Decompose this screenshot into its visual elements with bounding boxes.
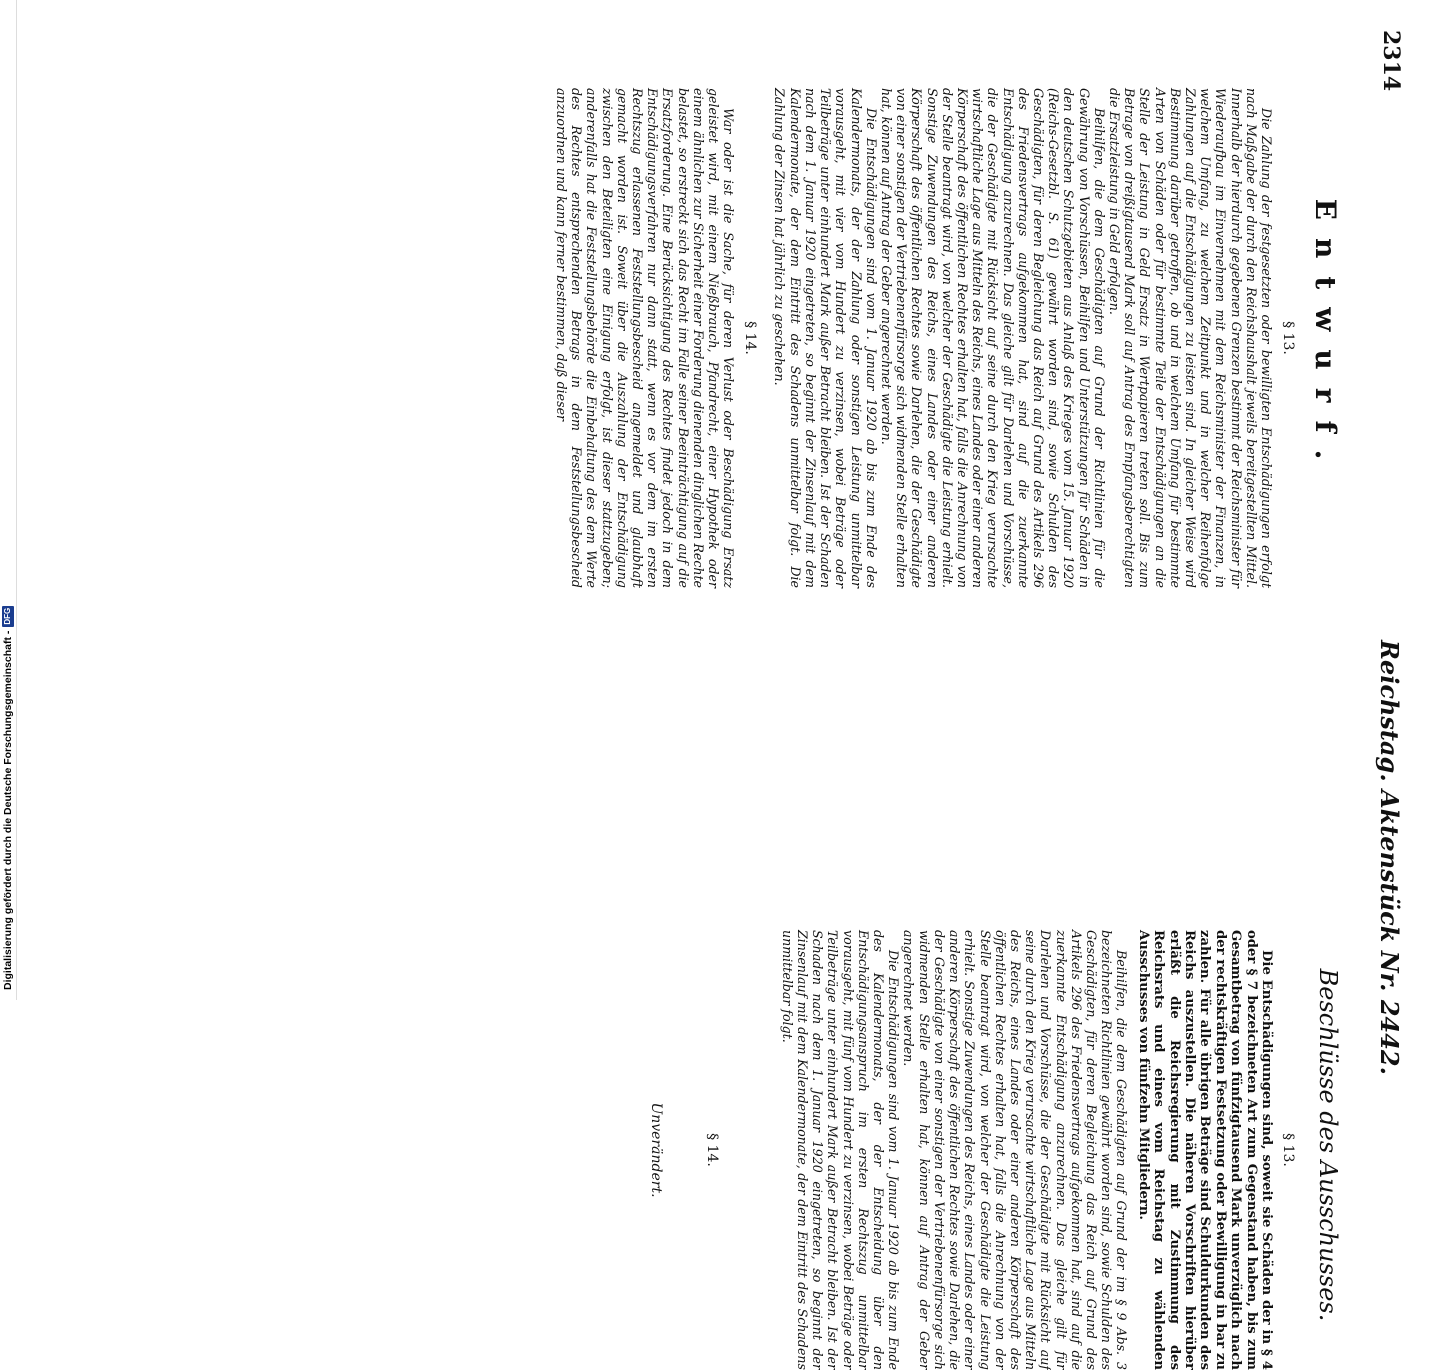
committee-paragraph: Beihilfen, die dem Geschädigten auf Grund der im § 9 Abs. 3 bezeichneten Richtlinien gewährt worden sind, sowie Schulden des Geschädigten, für deren Begleichung das Reich auf Grund des Artikels 296 des Friedensvertrags aufgekommen hat, sind auf die zuerkannte Entschädigung anzurechnen. Das gleiche gilt für Darlehen und Vorschüsse, die der Geschädigte mit Rücksicht auf seine durch den Krieg verursachte wirtschaftliche Lage aus Mitteln des Reichs, eines Landes oder einer anderen Körperschaft des öffentlichen Rechtes erhalten hat, falls die Anrechnung von der Stelle beantragt wird, von welcher der Geschädigte die Leistung erhielt. Sonstige Zuwendungen des Reichs, eines Landes oder einer anderen Körperschaft des öffentlichen Rechtes sowie Darlehen, die der Geschädigte von einer sonstigen der Vertriebenenfürsorge sich widmenden Stelle erhalten hat, können auf Antrag der Geber angerechnet werden. bbox=[901, 930, 1130, 1370]
draft-paragraph: Beihilfen, die dem Geschädigten auf Grund der Richtlinien für die Gewährung von Vorschüssen, Beihilfen und Unterstützungen für Schäden in den deutschen Schutzgebieten aus Anlaß des Krieges vom 15. Januar 1920 (Reichs-Gesetzbl. S. 61) gewährt worden sind, sowie Schulden des Geschädigten, für deren Begleichung das Reich auf Grund des Artikels 296 des Friedensvertrags aufgekommen hat, sind auf die zuerkannte Entschädigung anzurechnen. Das gleiche gilt für Darlehen und Vorschüsse, die der Geschädigte mit Rücksicht auf seine durch den Krieg verursachte wirtschaftliche Lage aus Mitteln des Reichs, eines Landes oder einer anderen Körperschaft des öffentlichen Rechtes erhalten hat, falls die Anrechnung von der Stelle beantragt wird, von welcher der Geschädigte die Leistung erhielt. Sonstige Zuwendungen des Reichs, eines Landes oder einer anderen Körperschaft des öffentlichen Rechtes sowie Darlehen, die der Geschädigte von einer sonstigen der Vertriebenenfürsorge sich widmenden Stelle erhalten hat, können auf Antrag der Geber angerechnet werden. bbox=[878, 88, 1107, 588]
section-heading: § 13. bbox=[1280, 321, 1296, 355]
running-head bbox=[1364, 30, 1404, 1075]
journal-title: Reichstag. Aktenstück Nr. 2442. bbox=[1375, 640, 1404, 1075]
left-column-title: Entwurf. bbox=[1309, 198, 1342, 478]
draft-column bbox=[554, 88, 1302, 588]
draft-paragraph: Die Entschädigungen sind vom 1. Januar 1920 ab bis zum Ende des Kalendermonats, der der Zahlung oder sonstigen Leistung unmittelbar vorausgeht, mit vier vom Hundert zu verzinsen, wobei Beträge oder Teilbeträge unter einhundert Mark außer Betracht bleiben. Ist der Schaden nach dem 1. Januar 1920 eingetreten, so beginnt der Zinsenlauf mit dem Kalendermonate, der dem Eintritt des Schadens unmittelbar folgt. Die Zahlung der Zinsen hat jährlich zu geschehen. bbox=[772, 88, 879, 588]
digitization-credit bbox=[0, 0, 16, 1000]
section-heading: § 14. bbox=[742, 321, 759, 355]
committee-column bbox=[648, 930, 1302, 1370]
page-number: 2314 bbox=[1378, 30, 1404, 92]
section-heading: § 13. bbox=[1280, 1133, 1296, 1167]
dfg-logo: DFG bbox=[3, 607, 12, 625]
draft-paragraph: War oder ist die Sache, für deren Verlust oder Beschädigung Ersatz geleistet wird, mit einem Nießbrauch, Pfandrecht, einer Hypothek oder einem ähnlichen zur Sicherheit einer Forderung dienenden dinglichen Rechte belastet, so erstreckt sich das Recht im Falle seiner Beeinträchtigung auf die Ersatzforderung. Eine Berücksichtigung des Rechtes findet jedoch in dem Entschädigungsverfahren nur dann statt, wenn es vor dem im ersten Rechtszug erlassenen Feststellungsbescheid angemeldet und glaubhaft gemacht worden ist. Soweit über die Auszahlung der Entschädigung zwischen den Beteiligten eine Einigung erfolgt, ist dieser stattzugeben; anderenfalls hat die Feststellungsbehörde die Einbehaltung des dem Werte des Rechtes entsprechenden Betrags in dem Feststellungsbescheid anzuordnen und kann ferner bestimmen, daß dieser bbox=[554, 88, 737, 588]
draft-paragraph: Die Zahlung der festgesetzten oder bewilligten Entschädigungen erfolgt nach Maßgabe der durch den Reichshaushalt jeweils bereitgestellten Mittel. Innerhalb der hierdurch gegebenen Grenzen bestimmt der Reichsminister für Wiederaufbau im Einvernehmen mit dem Reichsminister der Finanzen, in welchem Umfang, zu welchem Zeitpunkt und in welcher Reihenfolge Zahlungen auf die Entschädigungen zu leisten sind. In gleicher Weise wird Bestimmung darüber getroffen, ob und in welchem Umfang für bestimmte Arten von Schäden oder für bestimmte Teile der Entschädigungen an die Stelle der Leistung in Geld Ersatz in Wertpapieren treten soll. Bis zum Betrage von dreißigtausend Mark soll auf Antrag des Empfangsberechtigten die Ersatzleistung in Geld erfolgen. bbox=[1106, 88, 1274, 588]
committee-paragraph: Die Entschädigungen sind vom 1. Januar 1920 ab bis zum Ende des Kalendermonats, der der Entscheidung über den Entschädigungsanspruch im ersten Rechtszug unmittelbar vorausgeht, mit fünf vom Hundert zu verzinsen, wobei Beträge oder Teilbeträge unter einhundert Mark außer Betracht bleiben. Ist der Schaden nach dem 1. Januar 1920 eingetreten, so beginnt der Zinsenlauf mit dem Kalendermonate, der dem Eintritt des Schadens unmittelbar folgt. bbox=[779, 930, 902, 1370]
digitization-credit-strip bbox=[0, 0, 17, 1000]
unchanged-note: Unverändert. bbox=[647, 1102, 664, 1198]
section-heading: § 14. bbox=[703, 1133, 720, 1167]
rotated-document-sheet bbox=[17, 0, 1412, 1370]
right-column-title: Beschlüsse des Ausschusses. bbox=[1314, 968, 1342, 1322]
credit-text: Digitalisierung gefördert durch die Deutsche Forschungsgemeinschaft - bbox=[2, 630, 14, 990]
committee-amended-paragraph: Die Entschädigungen sind, soweit sie Schäden der in § 4 oder § 7 bezeichneten Art zum Gegenstand haben, bis zum Gesamtbetrag von fünfzigtausend Mark unverzüglich nach der rechtskräftigen Festsetzung oder Bewilligung in bar zu zahlen. Für alle übrigen Beträge sind Schuldurkunden des Reichs auszustellen. Die näheren Vorschriften hierüber erläßt die Reichsregierung mit Zustimmung des Reichsrats und eines vom Reichstag zu wählenden Ausschusses von fünfzehn Mitgliedern. bbox=[1135, 930, 1274, 1370]
